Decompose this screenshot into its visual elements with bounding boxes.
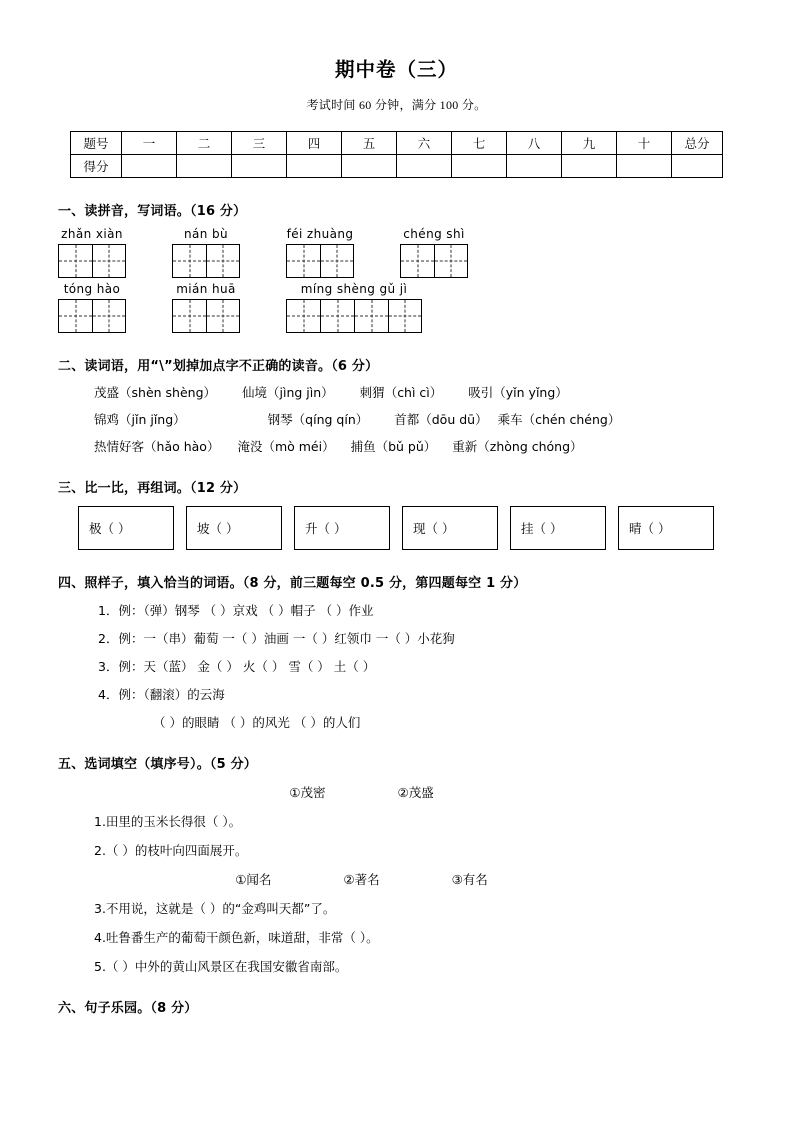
option-maomi[interactable]: ①茂密 bbox=[289, 785, 326, 800]
option-group-1 bbox=[58, 783, 735, 801]
tianzige-cell[interactable] bbox=[388, 299, 422, 333]
pinyin-row-1 bbox=[58, 227, 735, 278]
tianzige-grid[interactable] bbox=[172, 299, 240, 333]
score-cell-6[interactable] bbox=[397, 155, 452, 178]
compare-box-gua[interactable]: 挂（ ） bbox=[510, 506, 606, 550]
score-col-4: 四 bbox=[287, 132, 342, 155]
table-row bbox=[71, 132, 723, 155]
fill-word-item-4-blanks[interactable]: （ ）的眼睛 （ ）的风光 （ ）的人们 bbox=[153, 715, 361, 730]
tianzige-cell[interactable] bbox=[172, 244, 206, 278]
pinyin-choices[interactable]: （yǐn yǐng） bbox=[493, 385, 568, 400]
compare-box-po[interactable]: 坡（ ） bbox=[186, 506, 282, 550]
score-row-label-1: 得分 bbox=[71, 155, 122, 178]
section-heading-4: 四、照样子，填入恰当的词语。（8 分，前三题每空 0.5 分，第四题每空 1 分） bbox=[58, 576, 527, 591]
score-col-1: 一 bbox=[122, 132, 177, 155]
pinyin-group-mingshengguji bbox=[286, 282, 422, 333]
pronunciation-item[interactable] bbox=[468, 383, 568, 401]
pinyin-label: nán bù bbox=[183, 227, 228, 241]
pinyin-choices[interactable]: （shèn shèng） bbox=[119, 385, 217, 400]
score-col-8: 八 bbox=[507, 132, 562, 155]
score-cell-total[interactable] bbox=[672, 155, 723, 178]
tianzige-cell[interactable] bbox=[92, 244, 126, 278]
page-title: 期中卷（三） bbox=[334, 58, 458, 81]
pinyin-choices[interactable]: （bǔ pǔ） bbox=[375, 439, 437, 454]
section-heading-6: 六、句子乐园。（8 分） bbox=[58, 1001, 198, 1016]
word-text: 捕鱼 bbox=[350, 439, 376, 454]
tianzige-cell[interactable] bbox=[286, 244, 320, 278]
pronunciation-item[interactable] bbox=[94, 437, 219, 455]
fill-word-item-4[interactable]: 4．例：（翻滚）的云海 bbox=[98, 687, 225, 702]
word-text: 茂盛 bbox=[94, 385, 120, 400]
pronunciation-item[interactable] bbox=[237, 437, 334, 455]
tianzige-grid[interactable] bbox=[286, 244, 354, 278]
compare-box-ji[interactable]: 极（ ） bbox=[78, 506, 174, 550]
pinyin-group-nanbu bbox=[172, 227, 240, 278]
tianzige-cell[interactable] bbox=[354, 299, 388, 333]
tianzige-grid[interactable] bbox=[58, 244, 126, 278]
pinyin-group-mianhua bbox=[172, 282, 240, 333]
pronunciation-item[interactable] bbox=[94, 383, 216, 401]
fill-word-item-3[interactable]: 3．例：天（蓝） 金（ ） 火（ ） 雪（ ） 土（ ） bbox=[98, 659, 376, 674]
pinyin-choices[interactable]: （qíng qín） bbox=[292, 412, 369, 427]
tianzige-cell[interactable] bbox=[58, 299, 92, 333]
pinyin-choices[interactable]: （chén chéng） bbox=[522, 412, 621, 427]
select-question-4[interactable]: 4.吐鲁番生产的葡萄干颜色新，味道甜，非常（ ）。 bbox=[94, 930, 379, 945]
word-text: 重新 bbox=[452, 439, 478, 454]
pronunciation-line-3 bbox=[58, 437, 735, 455]
pinyin-choices[interactable]: （mò méi） bbox=[262, 439, 335, 454]
pinyin-label: tóng hào bbox=[63, 282, 121, 296]
option-zhuming[interactable]: ②著名 bbox=[343, 872, 380, 887]
section-heading-5: 五、选词填空（填序号）。（5 分） bbox=[58, 757, 257, 772]
pinyin-group-zhanxian bbox=[58, 227, 126, 278]
option-youming[interactable]: ③有名 bbox=[451, 872, 488, 887]
pinyin-group-feizhuang bbox=[286, 227, 354, 278]
pinyin-choices[interactable]: （chì cì） bbox=[384, 385, 443, 400]
tianzige-cell[interactable] bbox=[206, 244, 240, 278]
pinyin-choices[interactable]: （dōu dū） bbox=[419, 412, 488, 427]
pronunciation-line-2 bbox=[58, 410, 735, 428]
tianzige-grid[interactable] bbox=[172, 244, 240, 278]
pinyin-group-tonghao bbox=[58, 282, 126, 333]
tianzige-grid[interactable] bbox=[286, 299, 422, 333]
pronunciation-line-1 bbox=[58, 383, 735, 401]
pinyin-choices[interactable]: （hǎo hào） bbox=[144, 439, 220, 454]
pronunciation-item[interactable] bbox=[351, 437, 437, 455]
score-cell-5[interactable] bbox=[342, 155, 397, 178]
pinyin-choices[interactable]: （jǐn jǐng） bbox=[119, 412, 186, 427]
label-timu: 题号 bbox=[83, 136, 109, 151]
word-text: 刺猬 bbox=[359, 385, 385, 400]
compare-word-row bbox=[58, 506, 735, 550]
tianzige-cell[interactable] bbox=[92, 299, 126, 333]
tianzige-cell[interactable] bbox=[286, 299, 320, 333]
pinyin-label: féi zhuàng bbox=[286, 227, 354, 241]
select-question-1[interactable]: 1.田里的玉米长得很（ ）。 bbox=[94, 814, 242, 829]
score-cell-1[interactable] bbox=[122, 155, 177, 178]
table-row bbox=[71, 155, 723, 178]
word-text: 吸引 bbox=[468, 385, 494, 400]
score-col-6: 六 bbox=[397, 132, 452, 155]
word-text: 锦鸡 bbox=[94, 412, 120, 427]
fill-word-item-1[interactable]: 1．例：（弹）钢琴 （ ）京戏 （ ）帽子 （ ）作业 bbox=[98, 603, 374, 618]
word-text: 热情好客 bbox=[94, 439, 145, 454]
word-text: 仙境 bbox=[242, 385, 268, 400]
select-question-5[interactable]: 5.（ ）中外的黄山风景区在我国安徽省南部。 bbox=[94, 959, 348, 974]
score-col-total: 总分 bbox=[672, 132, 723, 155]
pronunciation-item[interactable] bbox=[268, 410, 369, 428]
pronunciation-item[interactable] bbox=[452, 437, 582, 455]
score-cell-2[interactable] bbox=[177, 155, 232, 178]
option-wenming[interactable]: ①闻名 bbox=[235, 872, 272, 887]
pinyin-label: mián huā bbox=[176, 282, 236, 296]
select-question-3[interactable]: 3.不用说，这就是（ ）的“金鸡叫天都”了。 bbox=[94, 901, 336, 916]
section-heading-1: 一、读拼音，写词语。（16 分） bbox=[58, 204, 247, 219]
word-text: 钢琴 bbox=[267, 412, 293, 427]
section-heading-3: 三、比一比，再组词。（12 分） bbox=[58, 481, 247, 496]
pronunciation-item[interactable] bbox=[360, 383, 443, 401]
option-group-2 bbox=[58, 870, 735, 888]
score-cell-4[interactable] bbox=[287, 155, 342, 178]
pronunciation-item[interactable] bbox=[94, 410, 186, 428]
score-cell-7[interactable] bbox=[452, 155, 507, 178]
tianzige-cell[interactable] bbox=[206, 299, 240, 333]
compare-box-sheng[interactable]: 升（ ） bbox=[294, 506, 390, 550]
select-question-2[interactable]: 2.（ ）的枝叶向四面展开。 bbox=[94, 843, 248, 858]
tianzige-cell[interactable] bbox=[320, 244, 354, 278]
score-table bbox=[70, 131, 723, 178]
score-col-5: 五 bbox=[342, 132, 397, 155]
compare-box-xian[interactable]: 现（ ） bbox=[402, 506, 498, 550]
tianzige-grid[interactable] bbox=[58, 299, 126, 333]
compare-box-qing[interactable]: 晴（ ） bbox=[618, 506, 714, 550]
tianzige-cell[interactable] bbox=[400, 244, 434, 278]
fill-word-item-2[interactable]: 2．例：一（串）葡萄 一（ ）油画 一（ ）红领巾 一（ ）小花狗 bbox=[98, 631, 455, 646]
option-maosheng[interactable]: ②茂盛 bbox=[397, 785, 434, 800]
score-row-label-0 bbox=[71, 132, 122, 155]
pinyin-label: zhǎn xiàn bbox=[61, 227, 123, 241]
word-text: 首都 bbox=[394, 412, 420, 427]
score-col-2: 二 bbox=[177, 132, 232, 155]
score-cell-8[interactable] bbox=[507, 155, 562, 178]
score-col-10: 十 bbox=[617, 132, 672, 155]
section-heading-2: 二、读词语，用“\”划掉加点字不正确的读音。（6 分） bbox=[58, 359, 379, 374]
pinyin-label: chéng shì bbox=[403, 227, 465, 241]
pronunciation-item[interactable] bbox=[498, 410, 621, 428]
word-text: 乘车 bbox=[497, 412, 523, 427]
pinyin-label: míng shèng gǔ jì bbox=[300, 282, 408, 296]
tianzige-cell[interactable] bbox=[58, 244, 92, 278]
score-cell-10[interactable] bbox=[617, 155, 672, 178]
pronunciation-item[interactable] bbox=[394, 410, 487, 428]
pinyin-choices[interactable]: （zhòng chóng） bbox=[477, 439, 583, 454]
tianzige-cell[interactable] bbox=[172, 299, 206, 333]
score-col-9: 九 bbox=[562, 132, 617, 155]
score-col-3: 三 bbox=[232, 132, 287, 155]
pinyin-row-2 bbox=[58, 282, 735, 333]
pinyin-choices[interactable]: （jìng jìn） bbox=[267, 385, 334, 400]
tianzige-grid[interactable] bbox=[400, 244, 468, 278]
exam-subtitle: 考试时间 60 分钟，满分 100 分。 bbox=[306, 98, 487, 112]
tianzige-cell[interactable] bbox=[320, 299, 354, 333]
score-col-7: 七 bbox=[452, 132, 507, 155]
pronunciation-item[interactable] bbox=[242, 383, 334, 401]
score-cell-9[interactable] bbox=[562, 155, 617, 178]
score-table-wrapper bbox=[58, 131, 735, 178]
pinyin-writing-block bbox=[58, 227, 735, 333]
tianzige-cell[interactable] bbox=[434, 244, 468, 278]
score-cell-3[interactable] bbox=[232, 155, 287, 178]
pinyin-group-chengshi bbox=[400, 227, 468, 278]
word-text: 淹没 bbox=[237, 439, 263, 454]
